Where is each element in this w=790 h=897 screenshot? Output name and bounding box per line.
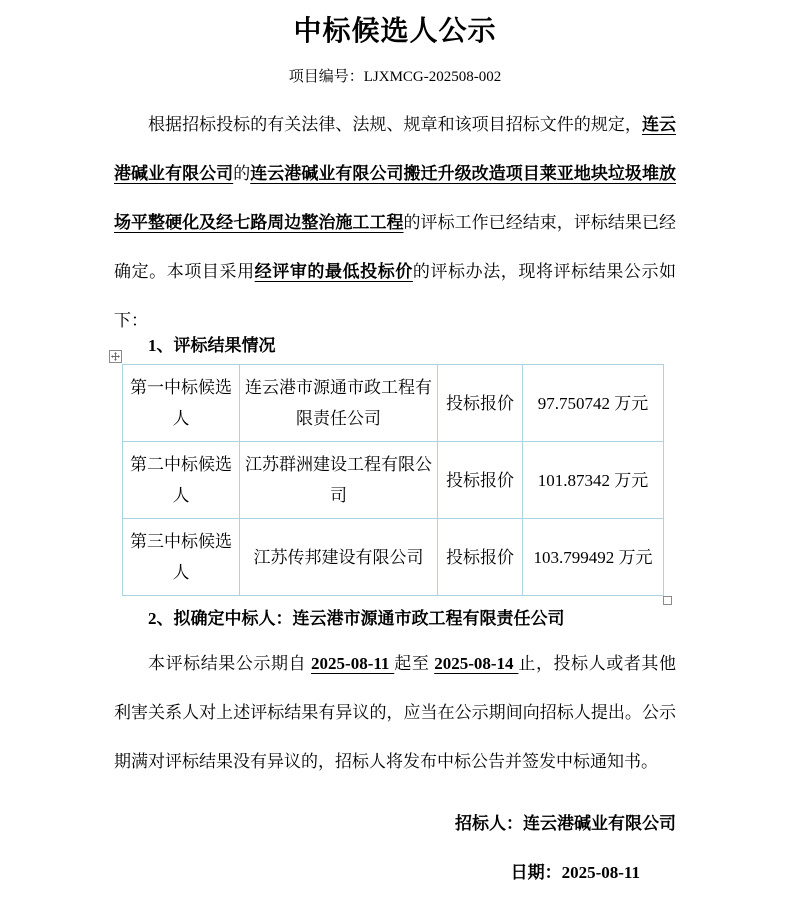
- company-cell: 江苏群洲建设工程有限公司: [240, 442, 438, 519]
- section-1-heading: 1、评标结果情况: [148, 336, 276, 355]
- section-2-heading: 2、拟确定中标人：连云港市源通市政工程有限责任公司: [148, 609, 565, 628]
- table-row: [123, 519, 664, 596]
- project-number-value: LJXMCG-202508-002: [363, 69, 502, 85]
- result-table-container: [122, 364, 663, 596]
- rank-cell: 第三中标候选人: [123, 519, 240, 596]
- notice-paragraph: [114, 639, 676, 786]
- bidder-signature-line: 招标人：连云港碱业有限公司: [455, 814, 676, 833]
- table-move-handle[interactable]: [109, 350, 122, 363]
- price-label-cell: 投标报价: [438, 365, 523, 442]
- text-run: 2025-08-11: [311, 654, 395, 673]
- text-run: 连云港碱业有限公司: [114, 115, 677, 183]
- text-run: 2025-08-14: [434, 654, 519, 673]
- move-arrows-icon: [111, 352, 120, 361]
- price-label-cell: 投标报价: [438, 519, 523, 596]
- text-run: 止，投标人或者其他利害关系人对上述评标结果有异议的，应当在公示期间向招标人提出。公示期满对评标结果没有异议的，招标人将发布中标公告并签发中标通知书。: [114, 654, 677, 771]
- table-row: [123, 365, 664, 442]
- rank-cell: 第二中标候选人: [123, 442, 240, 519]
- project-number-label: 项目编号：: [288, 69, 364, 85]
- evaluation-result-table: [122, 364, 664, 596]
- document-page: [0, 14, 790, 882]
- text-run: 经评审的最低投标价: [254, 262, 413, 281]
- text-run: 起至: [394, 654, 435, 673]
- signature-block: [114, 799, 676, 897]
- table-resize-handle[interactable]: [663, 596, 672, 605]
- page-title: 中标候选人公示: [293, 16, 497, 47]
- price-cell: 97.750742 万元: [523, 365, 664, 442]
- table-row: [123, 442, 664, 519]
- document-content: [0, 14, 790, 897]
- date-line: 日期：2025-08-11: [510, 863, 640, 882]
- text-run: 根据招标投标的有关法律、法规、规章和该项目招标文件的规定，: [148, 115, 642, 134]
- price-cell: 103.799492 万元: [523, 519, 664, 596]
- project-number-line: [114, 66, 676, 88]
- price-label-cell: 投标报价: [438, 442, 523, 519]
- text-run: 本评标结果公示期自: [148, 654, 312, 673]
- company-cell: 江苏传邦建设有限公司: [240, 519, 438, 596]
- text-run: 的评标办法，现将评标结果公示如下：: [114, 262, 677, 330]
- text-run: 的: [233, 164, 251, 183]
- text-run: 的评标工作已经结束，评标结果已经确定。本项目采用: [114, 213, 676, 281]
- intro-paragraph: [114, 100, 676, 345]
- rank-cell: 第一中标候选人: [123, 365, 240, 442]
- price-cell: 101.87342 万元: [523, 442, 664, 519]
- company-cell: 连云港市源通市政工程有限责任公司: [240, 365, 438, 442]
- text-run: 连云港碱业有限公司搬迁升级改造项目莱亚地块垃圾堆放场平整硬化及经七路周边整治施工工程: [114, 164, 676, 232]
